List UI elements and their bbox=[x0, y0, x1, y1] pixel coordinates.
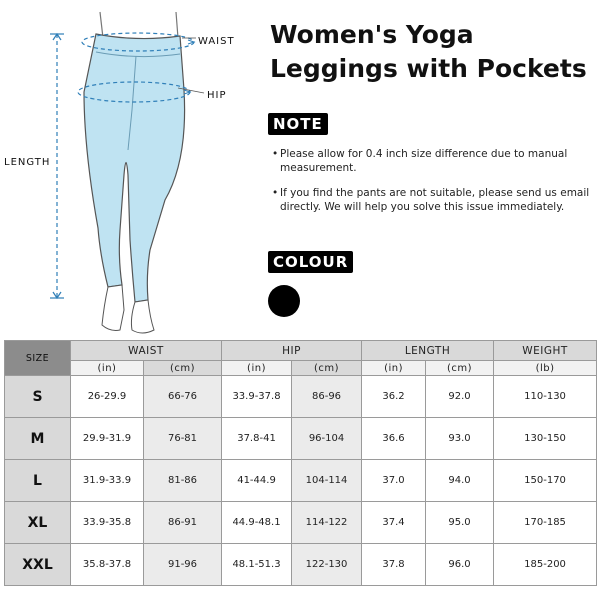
unit-header: (cm) bbox=[426, 361, 494, 376]
note-item: • Please allow for 0.4 inch size difference due to manual measurement. bbox=[272, 148, 592, 175]
length-label: LENGTH bbox=[4, 157, 51, 168]
table-row bbox=[5, 502, 597, 544]
hip-in-cell: 41-44.9 bbox=[222, 460, 292, 502]
waist-in-cell: 31.9-33.9 bbox=[71, 460, 144, 502]
length-in-cell: 36.6 bbox=[362, 418, 426, 460]
notes-list bbox=[272, 148, 592, 226]
length-cm-cell: 94.0 bbox=[426, 460, 494, 502]
waist-cm-cell: 76-81 bbox=[144, 418, 222, 460]
waist-cm-cell: 81-86 bbox=[144, 460, 222, 502]
waist-label: WAIST bbox=[198, 36, 235, 47]
waist-cm-cell: 86-91 bbox=[144, 502, 222, 544]
unit-header: (in) bbox=[222, 361, 292, 376]
weight-header: WEIGHT bbox=[494, 341, 597, 361]
size-cell: M bbox=[5, 418, 71, 460]
length-cm-cell: 92.0 bbox=[426, 376, 494, 418]
hip-label: HIP bbox=[207, 90, 227, 101]
hip-in-cell: 33.9-37.8 bbox=[222, 376, 292, 418]
hip-cm-cell: 86-96 bbox=[292, 376, 362, 418]
waist-cm-cell: 66-76 bbox=[144, 376, 222, 418]
waist-in-cell: 26-29.9 bbox=[71, 376, 144, 418]
waist-in-cell: 33.9-35.8 bbox=[71, 502, 144, 544]
unit-header: (in) bbox=[362, 361, 426, 376]
table-row bbox=[5, 460, 597, 502]
weight-cell: 150-170 bbox=[494, 460, 597, 502]
unit-header: (cm) bbox=[144, 361, 222, 376]
waist-cm-cell: 91-96 bbox=[144, 544, 222, 586]
size-cell: L bbox=[5, 460, 71, 502]
weight-cell: 185-200 bbox=[494, 544, 597, 586]
hip-cm-cell: 122-130 bbox=[292, 544, 362, 586]
hip-cm-cell: 104-114 bbox=[292, 460, 362, 502]
size-cell: XXL bbox=[5, 544, 71, 586]
product-title: Women's Yoga Leggings with Pockets bbox=[270, 20, 587, 83]
table-row bbox=[5, 544, 597, 586]
length-in-cell: 37.4 bbox=[362, 502, 426, 544]
hip-in-cell: 37.8-41 bbox=[222, 418, 292, 460]
leggings-illustration bbox=[0, 0, 260, 340]
size-chart-table bbox=[4, 340, 597, 586]
weight-cell: 170-185 bbox=[494, 502, 597, 544]
length-in-cell: 37.0 bbox=[362, 460, 426, 502]
colour-tag: COLOUR bbox=[268, 251, 353, 273]
weight-cell: 130-150 bbox=[494, 418, 597, 460]
table-row bbox=[5, 418, 597, 460]
unit-header: (in) bbox=[71, 361, 144, 376]
hip-header: HIP bbox=[222, 341, 362, 361]
waist-in-cell: 35.8-37.8 bbox=[71, 544, 144, 586]
hip-in-cell: 48.1-51.3 bbox=[222, 544, 292, 586]
size-cell: XL bbox=[5, 502, 71, 544]
table-row bbox=[5, 376, 597, 418]
size-cell: S bbox=[5, 376, 71, 418]
note-item: • If you find the pants are not suitable, please send us email directly. We will help you solve this issue immediately. bbox=[272, 187, 592, 214]
length-in-cell: 37.8 bbox=[362, 544, 426, 586]
unit-header: (lb) bbox=[494, 361, 597, 376]
color-swatch-black bbox=[268, 285, 300, 317]
length-cm-cell: 95.0 bbox=[426, 502, 494, 544]
length-cm-cell: 96.0 bbox=[426, 544, 494, 586]
length-in-cell: 36.2 bbox=[362, 376, 426, 418]
waist-in-cell: 29.9-31.9 bbox=[71, 418, 144, 460]
weight-cell: 110-130 bbox=[494, 376, 597, 418]
length-header: LENGTH bbox=[362, 341, 494, 361]
hip-cm-cell: 114-122 bbox=[292, 502, 362, 544]
unit-header: (cm) bbox=[292, 361, 362, 376]
note-tag: NOTE bbox=[268, 113, 328, 135]
hip-in-cell: 44.9-48.1 bbox=[222, 502, 292, 544]
waist-header: WAIST bbox=[71, 341, 222, 361]
size-header: SIZE bbox=[5, 341, 71, 376]
length-cm-cell: 93.0 bbox=[426, 418, 494, 460]
hip-cm-cell: 96-104 bbox=[292, 418, 362, 460]
